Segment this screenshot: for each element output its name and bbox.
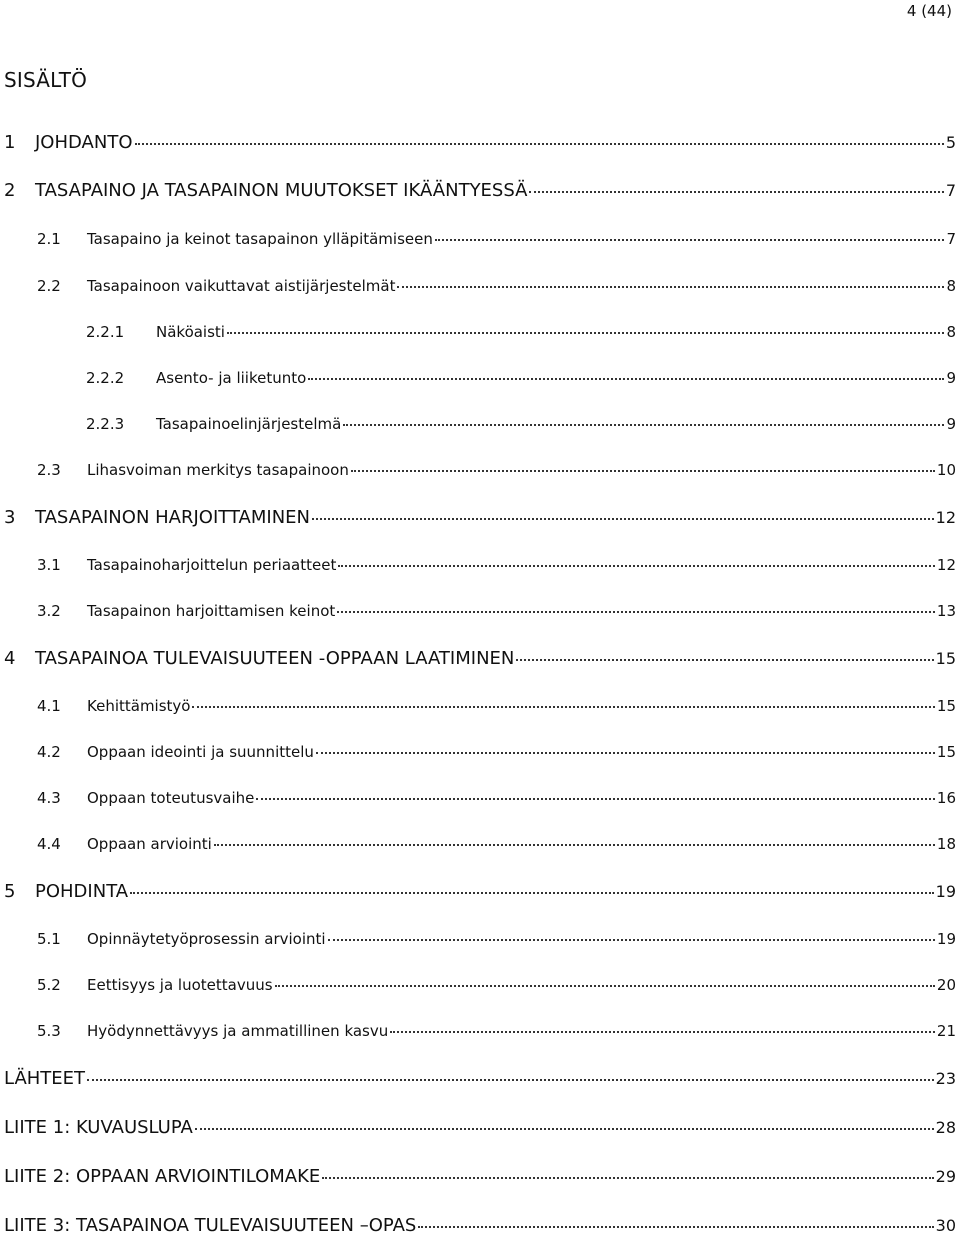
toc-entry-title: TASAPAINOA TULEVAISUUTEEN -OPPAAN LAATIMINEN bbox=[35, 648, 515, 669]
toc-entry-page: 9 bbox=[946, 369, 956, 387]
toc-entry-page: 30 bbox=[935, 1216, 956, 1235]
toc-entry-title: Oppaan toteutusvaihe bbox=[87, 789, 255, 807]
toc-entry-page: 15 bbox=[936, 697, 956, 715]
toc-entry-number: 2.2.3 bbox=[86, 415, 125, 433]
toc-entry-title: TASAPAINON HARJOITTAMINEN bbox=[35, 507, 311, 528]
dot-leader bbox=[390, 1031, 935, 1033]
toc-entry-number: 4.3 bbox=[37, 789, 61, 807]
page-number: 4 (44) bbox=[906, 2, 952, 20]
toc-entry[interactable] bbox=[0, 323, 960, 341]
dot-leader bbox=[397, 286, 944, 288]
dot-leader bbox=[418, 1226, 933, 1228]
toc-entry-page: 19 bbox=[935, 882, 956, 901]
toc-entry[interactable] bbox=[0, 369, 960, 387]
toc-entry-title: Asento- ja liiketunto bbox=[156, 369, 307, 387]
dot-leader bbox=[135, 143, 944, 145]
dot-leader bbox=[275, 985, 935, 987]
toc-entry-title: Tasapainoharjoittelun periaatteet bbox=[87, 556, 337, 574]
toc-entry[interactable] bbox=[0, 648, 960, 669]
toc-title: SISÄLTÖ bbox=[4, 68, 88, 92]
dot-leader bbox=[328, 939, 935, 941]
dot-leader bbox=[316, 752, 935, 754]
dot-leader bbox=[343, 424, 944, 426]
toc-entry-number: 4 bbox=[4, 648, 16, 669]
toc-entry[interactable] bbox=[0, 277, 960, 295]
toc-entry-title: LIITE 2: OPPAAN ARVIOINTILOMAKE bbox=[4, 1166, 321, 1187]
toc-entry-title: Kehittämistyö bbox=[87, 697, 191, 715]
toc-entry-page: 28 bbox=[935, 1118, 956, 1137]
toc-entry-number: 3.1 bbox=[37, 556, 61, 574]
toc-entry[interactable] bbox=[0, 415, 960, 433]
toc-entry-title: Hyödynnettävyys ja ammatillinen kasvu bbox=[87, 1022, 389, 1040]
toc-entry[interactable] bbox=[0, 132, 960, 153]
toc-entry-number: 2.2.1 bbox=[86, 323, 125, 341]
dot-leader bbox=[529, 191, 943, 193]
toc-entry[interactable] bbox=[0, 1068, 960, 1089]
toc-entry-number: 5.3 bbox=[37, 1022, 61, 1040]
dot-leader bbox=[227, 332, 944, 334]
toc-entry-title: Lihasvoiman merkitys tasapainoon bbox=[87, 461, 349, 479]
dot-leader bbox=[312, 518, 934, 520]
dot-leader bbox=[195, 1128, 934, 1130]
toc-entry-number: 3.2 bbox=[37, 602, 61, 620]
toc-entry-page: 12 bbox=[936, 556, 956, 574]
toc-entry-title: POHDINTA bbox=[35, 881, 129, 902]
toc-entry-title: Tasapaino ja keinot tasapainon ylläpitämiseen bbox=[87, 230, 433, 248]
toc-entry-title: Eettisyys ja luotettavuus bbox=[87, 976, 273, 994]
toc-entry-page: 20 bbox=[936, 976, 956, 994]
toc-entry[interactable] bbox=[0, 743, 960, 761]
toc-entry-title: TASAPAINO JA TASAPAINON MUUTOKSET IKÄÄNTYESSÄ bbox=[35, 180, 528, 201]
toc-entry[interactable] bbox=[0, 930, 960, 948]
toc-entry-number: 2.3 bbox=[37, 461, 61, 479]
toc-entry-page: 18 bbox=[936, 835, 956, 853]
toc-entry-number: 5.1 bbox=[37, 930, 61, 948]
dot-leader bbox=[192, 706, 934, 708]
toc-entry-number: 4.2 bbox=[37, 743, 61, 761]
toc-entry-title: Tasapainoon vaikuttavat aistijärjestelmät bbox=[87, 277, 396, 295]
toc-entry[interactable] bbox=[0, 1022, 960, 1040]
toc-entry-page: 15 bbox=[935, 649, 956, 668]
toc-entry-title: JOHDANTO bbox=[35, 132, 133, 153]
toc-entry-number: 3 bbox=[4, 507, 16, 528]
toc-entry[interactable] bbox=[0, 697, 960, 715]
toc-entry-page: 29 bbox=[935, 1167, 956, 1186]
toc-entry-number: 2.1 bbox=[37, 230, 61, 248]
toc-entry-number: 2.2.2 bbox=[86, 369, 125, 387]
toc-entry-title: Tasapainon harjoittamisen keinot bbox=[87, 602, 336, 620]
toc-entry-page: 8 bbox=[946, 277, 956, 295]
dot-leader bbox=[130, 892, 934, 894]
toc-entry[interactable] bbox=[0, 1215, 960, 1236]
toc-entry-title: Oppaan arviointi bbox=[87, 835, 212, 853]
toc-entry-number: 4.4 bbox=[37, 835, 61, 853]
dot-leader bbox=[214, 844, 935, 846]
dot-leader bbox=[516, 659, 933, 661]
toc-entry-title: LÄHTEET bbox=[4, 1068, 86, 1089]
toc-entry-page: 12 bbox=[935, 508, 956, 527]
toc-entry-page: 15 bbox=[936, 743, 956, 761]
dot-leader bbox=[322, 1177, 933, 1179]
toc-entry-page: 23 bbox=[935, 1069, 956, 1088]
toc-entry[interactable] bbox=[0, 1117, 960, 1138]
dot-leader bbox=[87, 1079, 934, 1081]
dot-leader bbox=[351, 470, 935, 472]
dot-leader bbox=[337, 611, 935, 613]
dot-leader bbox=[435, 239, 945, 241]
toc-entry[interactable] bbox=[0, 789, 960, 807]
toc-entry[interactable] bbox=[0, 835, 960, 853]
toc-entry[interactable] bbox=[0, 507, 960, 528]
toc-entry-number: 2 bbox=[4, 180, 16, 201]
toc-entry-number: 2.2 bbox=[37, 277, 61, 295]
toc-entry-page: 21 bbox=[936, 1022, 956, 1040]
toc-entry-page: 16 bbox=[936, 789, 956, 807]
toc-entry-number: 5 bbox=[4, 881, 16, 902]
toc-entry-page: 13 bbox=[936, 602, 956, 620]
toc-entry-page: 19 bbox=[936, 930, 956, 948]
dot-leader bbox=[338, 565, 935, 567]
toc-entry-page: 7 bbox=[946, 230, 956, 248]
toc-entry[interactable] bbox=[0, 976, 960, 994]
toc-entry-page: 7 bbox=[945, 181, 956, 200]
dot-leader bbox=[308, 378, 944, 380]
toc-entry-title: Opinnäytetyöprosessin arviointi bbox=[87, 930, 326, 948]
toc-entry-title: Tasapainoelinjärjestelmä bbox=[156, 415, 342, 433]
toc-entry-page: 9 bbox=[946, 415, 956, 433]
toc-entry-page: 8 bbox=[946, 323, 956, 341]
toc-entry-number: 1 bbox=[4, 132, 16, 153]
dot-leader bbox=[256, 798, 935, 800]
toc-entry[interactable] bbox=[0, 230, 960, 248]
toc-entry[interactable] bbox=[0, 602, 960, 620]
toc-entry-title: Näköaisti bbox=[156, 323, 225, 341]
toc-entry[interactable] bbox=[0, 881, 960, 902]
toc-entry-title: LIITE 3: TASAPAINOA TULEVAISUUTEEN –OPAS bbox=[4, 1215, 417, 1236]
toc-entry[interactable] bbox=[0, 556, 960, 574]
toc-entry[interactable] bbox=[0, 180, 960, 201]
toc-entry-title: Oppaan ideointi ja suunnittelu bbox=[87, 743, 314, 761]
toc-entry-page: 5 bbox=[945, 133, 956, 152]
toc-entry-title: LIITE 1: KUVAUSLUPA bbox=[4, 1117, 193, 1138]
toc-entry-number: 5.2 bbox=[37, 976, 61, 994]
toc-entry-number: 4.1 bbox=[37, 697, 61, 715]
toc-entry[interactable] bbox=[0, 1166, 960, 1187]
toc-entry[interactable] bbox=[0, 461, 960, 479]
toc-entry-page: 10 bbox=[936, 461, 956, 479]
